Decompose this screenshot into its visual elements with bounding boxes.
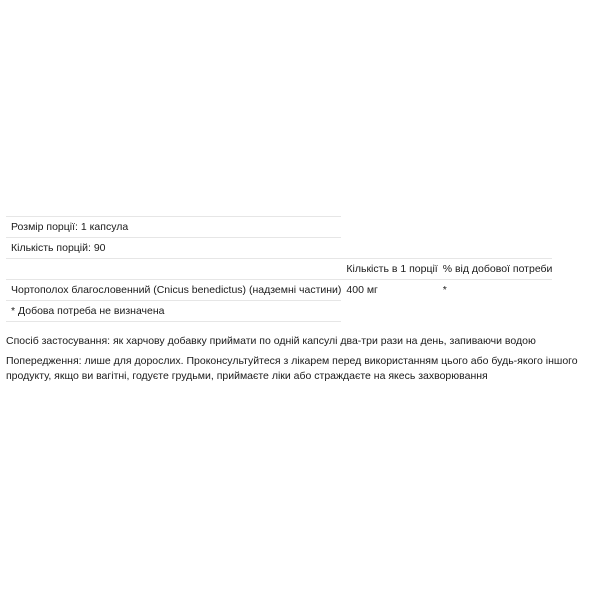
usage-instructions: Спосіб застосування: як харчову добавку приймати по одній капсулі два-три рази на день, запиваючи водою [6,335,536,347]
ingredient-daily-value: * [438,280,553,301]
column-header-row [6,259,552,280]
ingredient-amount: 400 мг [341,280,437,301]
product-notes [6,334,594,384]
daily-value-header: % від добової потреби [438,259,553,280]
ingredient-row [6,280,552,301]
serving-size-label: Розмір порції: 1 капсула [6,217,341,238]
serving-size-row [6,217,552,238]
warning-text: Попередження: лише для дорослих. Проконсультуйтеся з лікарем перед використанням цього або будь-якого іншого продукту, якщо ви вагітні, годуєте грудьми, приймаєте ліки або страждаєте на якесь захворювання [6,355,578,382]
supplement-facts-table [6,216,552,322]
supplement-facts [6,216,553,322]
footnote-row [6,301,552,322]
ingredient-name: Чортополох благословенний (Cnicus benedictus) (надземні частини) [6,280,341,301]
amount-per-serving-header: Кількість в 1 порції [341,259,437,280]
servings-count-row [6,238,552,259]
servings-count-label: Кількість порцій: 90 [6,238,341,259]
daily-value-footnote: * Добова потреба не визначена [6,301,341,322]
